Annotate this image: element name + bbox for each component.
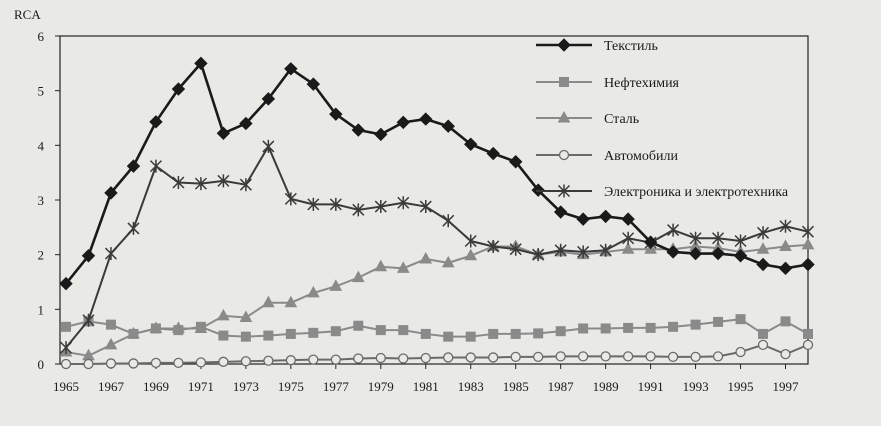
- data-point: [286, 329, 295, 338]
- x-tick-label: 1987: [547, 379, 574, 394]
- data-point: [264, 356, 273, 365]
- data-point: [354, 321, 363, 330]
- data-point: [399, 354, 408, 363]
- data-point: [331, 327, 340, 336]
- data-point: [129, 359, 138, 368]
- data-point: [219, 331, 228, 340]
- x-tick-label: 1975: [277, 379, 304, 394]
- x-tick-label: 1979: [367, 379, 394, 394]
- legend-label: Нефтехимия: [604, 76, 679, 91]
- y-tick-label: 0: [37, 357, 44, 372]
- data-point: [736, 347, 745, 356]
- data-point: [84, 360, 93, 369]
- data-point: [714, 352, 723, 361]
- data-point: [399, 326, 408, 335]
- data-point: [331, 355, 340, 364]
- data-point: [804, 340, 813, 349]
- x-tick-label: 1977: [322, 379, 349, 394]
- data-point: [714, 317, 723, 326]
- y-tick-label: 1: [37, 302, 44, 318]
- data-point: [286, 356, 295, 365]
- x-tick-label: 1971: [187, 379, 214, 394]
- y-tick-label: 4: [37, 138, 44, 154]
- data-point: [354, 354, 363, 363]
- data-point: [511, 329, 520, 338]
- data-point: [489, 329, 498, 338]
- legend-label: Текстиль: [604, 39, 658, 54]
- data-point: [736, 315, 745, 324]
- x-tick-label: 1985: [502, 379, 529, 394]
- data-point: [534, 329, 543, 338]
- data-point: [196, 358, 205, 367]
- data-point: [556, 352, 565, 361]
- data-point: [624, 352, 633, 361]
- data-point: [579, 324, 588, 333]
- y-tick-label: 6: [37, 29, 44, 44]
- data-point: [804, 329, 813, 338]
- data-point: [219, 357, 228, 366]
- data-point: [62, 322, 71, 331]
- y-tick-label: 3: [37, 193, 44, 208]
- data-point: [421, 353, 430, 362]
- x-tick-label: 1981: [412, 379, 439, 394]
- y-tick-label: 2: [37, 247, 44, 263]
- data-point: [174, 358, 183, 367]
- y-axis-label: RCA: [14, 7, 41, 22]
- data-point: [466, 332, 475, 341]
- data-point: [376, 326, 385, 335]
- data-point: [489, 353, 498, 362]
- data-point: [691, 320, 700, 329]
- legend-marker: [560, 151, 569, 160]
- data-point: [309, 355, 318, 364]
- legend-marker: [560, 78, 569, 87]
- data-point: [669, 322, 678, 331]
- y-tick-label: 5: [37, 83, 44, 99]
- data-point: [624, 323, 633, 332]
- data-point: [579, 352, 588, 361]
- data-point: [646, 323, 655, 332]
- x-tick-label: 1969: [142, 379, 169, 394]
- data-point: [781, 350, 790, 359]
- x-tick-label: 1995: [727, 379, 754, 394]
- x-tick-label: 1993: [682, 379, 709, 394]
- data-point: [759, 340, 768, 349]
- data-point: [759, 329, 768, 338]
- data-point: [106, 320, 115, 329]
- data-point: [601, 324, 610, 333]
- data-point: [62, 360, 71, 369]
- x-tick-label: 1991: [637, 379, 664, 394]
- x-tick-label: 1989: [592, 379, 619, 394]
- data-point: [669, 352, 678, 361]
- data-point: [421, 329, 430, 338]
- x-tick-label: 1973: [232, 379, 259, 394]
- data-point: [556, 327, 565, 336]
- data-point: [151, 358, 160, 367]
- x-tick-label: 1965: [53, 379, 79, 394]
- data-point: [534, 352, 543, 361]
- data-point: [106, 359, 115, 368]
- data-point: [691, 352, 700, 361]
- x-tick-label: 1967: [97, 379, 124, 394]
- data-point: [444, 353, 453, 362]
- data-point: [309, 328, 318, 337]
- x-tick-label: 1997: [772, 379, 799, 394]
- x-tick-label: 1983: [457, 379, 484, 394]
- data-point: [511, 352, 520, 361]
- data-point: [466, 353, 475, 362]
- data-point: [646, 352, 655, 361]
- legend-label: Сталь: [604, 112, 640, 127]
- data-point: [241, 332, 250, 341]
- data-point: [376, 353, 385, 362]
- data-point: [264, 331, 273, 340]
- data-point: [781, 317, 790, 326]
- data-point: [241, 357, 250, 366]
- data-point: [601, 352, 610, 361]
- legend-label: Автомобили: [604, 149, 678, 164]
- legend-label: Электроника и электротехника: [604, 185, 789, 200]
- data-point: [444, 332, 453, 341]
